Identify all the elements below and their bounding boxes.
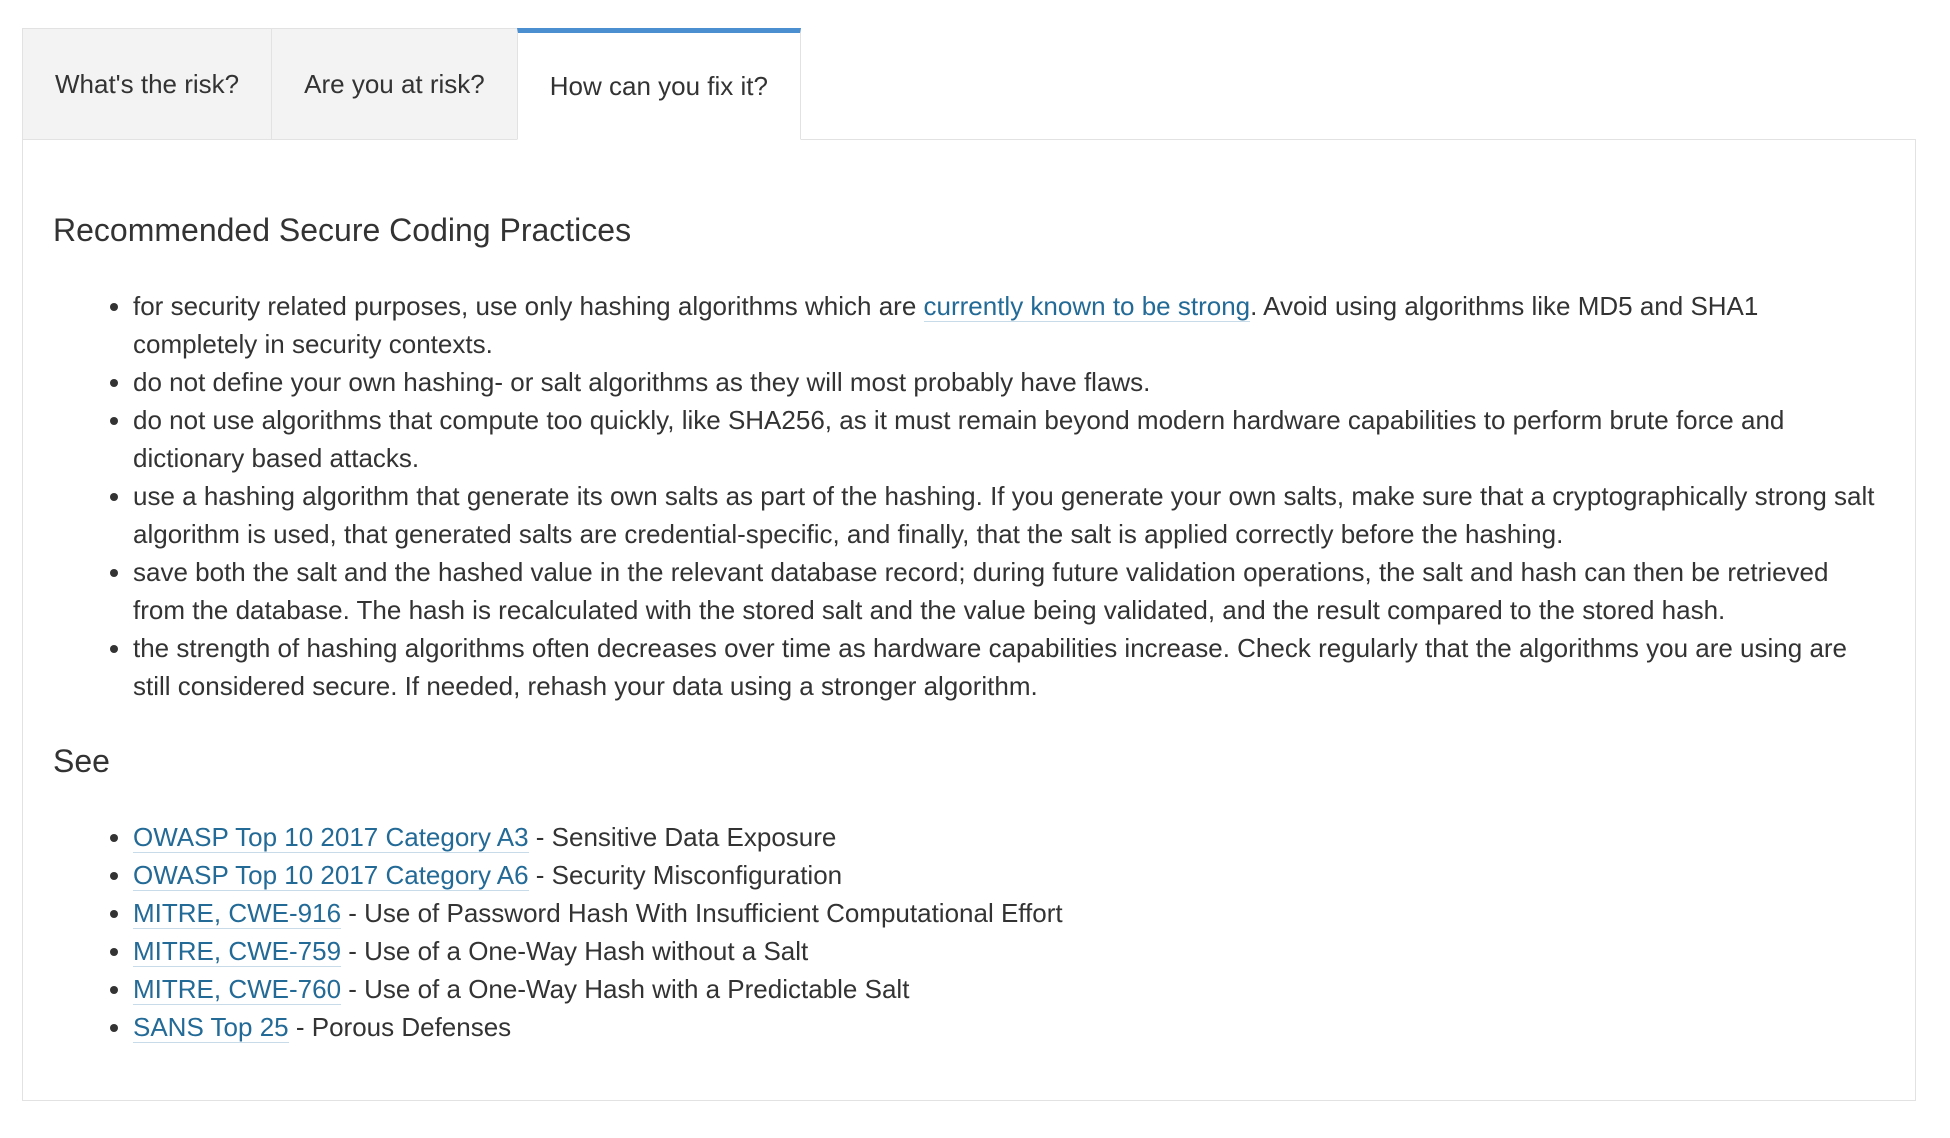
reference-description: - Sensitive Data Exposure — [528, 822, 837, 852]
list-item — [133, 970, 1885, 1008]
sans-top-25-link[interactable]: SANS Top 25 — [133, 1012, 289, 1042]
reference-description: - Porous Defenses — [288, 1012, 512, 1042]
reference-description: - Use of a One-Way Hash without a Salt — [341, 936, 809, 966]
practices-heading: Recommended Secure Coding Practices — [53, 212, 632, 248]
owasp-a6-link[interactable]: OWASP Top 10 2017 Category A6 — [133, 860, 529, 890]
list-item — [133, 856, 1885, 894]
practices-list — [53, 287, 1885, 705]
list-item: • use a hashing algorithm that generate its own salts as part of the hashing. If you generate your own salts, make sure that a cryptographically strong salt algorithm is used, that generated salts are credential-specific, and finally, that the salt is applied correctly before the hashing. — [133, 477, 1885, 553]
list-item: • do not use algorithms that compute too quickly, like SHA256, as it must remain beyond modern hardware capabilities to perform brute force and dictionary based attacks. — [133, 401, 1885, 477]
list-item: • save both the salt and the hashed value in the relevant database record; during future validation operations, the salt and hash can then be retrieved from the database. The hash is recalculated with the stored salt and the value being validated, and the result compared to the stored hash. — [133, 553, 1885, 629]
rule-description — [22, 28, 1916, 1101]
reference-description: - Use of Password Hash With Insufficient Computational Effort — [341, 898, 1063, 928]
tab-how-can-you-fix-it[interactable]: How can you fix it? — [517, 28, 801, 140]
tab-bar — [22, 28, 1916, 140]
practice-text-after: . Avoid using algorithms like MD5 and SHA1 completely in security contexts. — [133, 291, 1759, 359]
list-item: • the strength of hashing algorithms often decreases over time as hardware capabilities increase. Check regularly that the algorithms you are using are still considered secure. If needed, rehash your data using a stronger algorithm. — [133, 629, 1885, 705]
list-item: • do not define your own hashing- or salt algorithms as they will most probably have flaws. — [133, 363, 1885, 401]
practice-text-before: for security related purposes, use only hashing algorithms which are — [133, 291, 924, 321]
reference-description: - Security Misconfiguration — [528, 860, 843, 890]
tab-panel — [22, 139, 1916, 1101]
see-heading: See — [53, 743, 110, 779]
list-item — [133, 932, 1885, 970]
cwe-759-link[interactable]: MITRE, CWE-759 — [133, 936, 342, 966]
reference-description: - Use of a One-Way Hash with a Predictable Salt — [341, 974, 910, 1004]
currently-known-strong-link[interactable]: currently known to be strong — [923, 291, 1251, 321]
tab-whats-the-risk[interactable]: What's the risk? — [22, 28, 272, 140]
tab-are-you-at-risk[interactable]: Are you at risk? — [271, 28, 518, 140]
list-item — [133, 1008, 1885, 1046]
list-item — [133, 818, 1885, 856]
cwe-760-link[interactable]: MITRE, CWE-760 — [133, 974, 342, 1004]
list-item — [133, 894, 1885, 932]
see-list — [53, 818, 1885, 1046]
list-item — [133, 287, 1885, 363]
cwe-916-link[interactable]: MITRE, CWE-916 — [133, 898, 342, 928]
owasp-a3-link[interactable]: OWASP Top 10 2017 Category A3 — [133, 822, 529, 852]
